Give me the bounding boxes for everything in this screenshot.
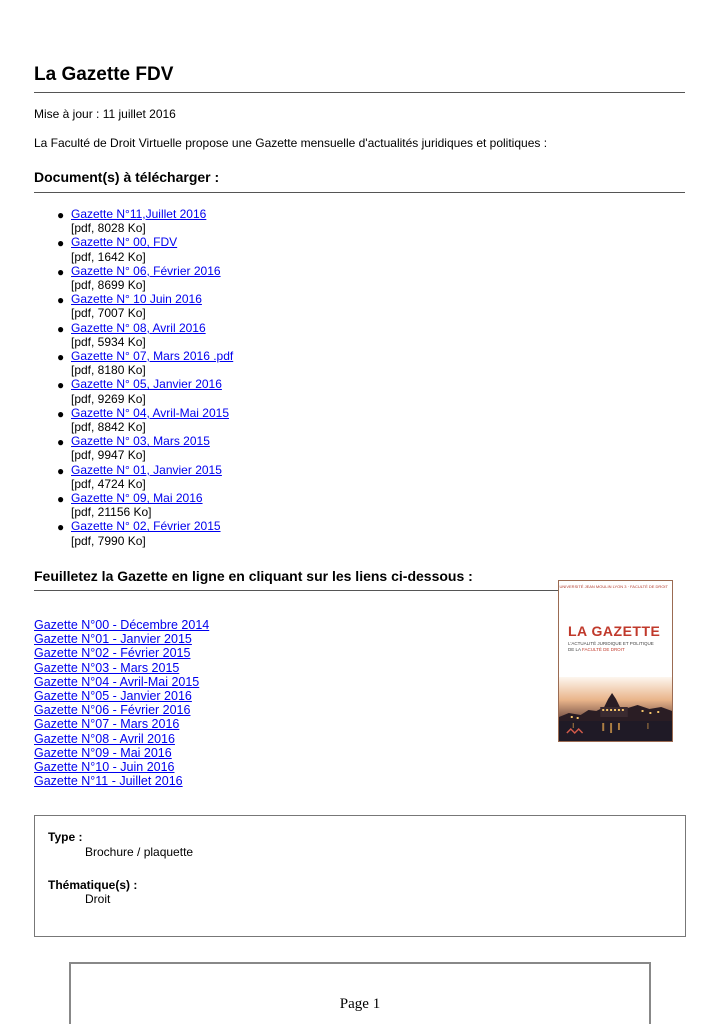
file-info: [pdf, 5934 Ko]: [71, 334, 146, 349]
download-link[interactable]: Gazette N° 04, Avril-Mai 2015: [71, 405, 229, 420]
online-link[interactable]: Gazette N°09 - Mai 2016: [34, 745, 172, 760]
download-link[interactable]: Gazette N° 02, Février 2015: [71, 519, 221, 534]
page-title: La Gazette FDV: [34, 64, 174, 85]
page-number: Page 1: [339, 996, 381, 1012]
cover-subtitle-line1: L'ACTUALITÉ JURIDIQUE ET POLITIQUE: [568, 641, 654, 646]
title-divider: [34, 92, 685, 93]
downloads-divider: [34, 192, 685, 193]
download-link[interactable]: Gazette N° 05, Janvier 2016: [71, 377, 222, 392]
cover-subtitle: [568, 641, 668, 652]
online-link[interactable]: Gazette N°05 - Janvier 2016: [34, 689, 192, 704]
type-label: Type :: [48, 830, 83, 844]
file-info: [pdf, 7990 Ko]: [71, 533, 146, 548]
bullet-icon: ●: [57, 378, 65, 393]
cover-university-logo: UNIVERSITÉ JEAN MOULIN LYON 3 · FACULTÉ DE DROIT: [559, 584, 668, 589]
metadata-box: [34, 815, 686, 937]
download-item: [57, 377, 233, 406]
online-link[interactable]: Gazette N°08 - Avril 2016: [34, 731, 175, 746]
download-item: [57, 320, 233, 349]
bullet-icon: ●: [57, 208, 65, 222]
bullet-icon: ●: [57, 293, 65, 308]
download-link[interactable]: Gazette N°11,Juillet 2016: [71, 207, 207, 221]
bullet-icon: ●: [57, 463, 65, 478]
file-info: [pdf, 9947 Ko]: [71, 448, 146, 463]
cover-subtitle-accent: FACULTÉ DE DROIT: [582, 646, 625, 652]
bullet-icon: ●: [57, 435, 65, 450]
file-info: [pdf, 8699 Ko]: [71, 278, 146, 293]
download-list: [57, 207, 234, 548]
download-item: [57, 263, 233, 293]
file-info: [pdf, 4724 Ko]: [71, 476, 146, 491]
bullet-icon: ●: [57, 321, 65, 336]
online-heading: Feuilletez la Gazette en ligne en cliquant sur les liens ci-dessous :: [34, 568, 473, 584]
downloads-heading: Document(s) à télécharger :: [34, 169, 220, 185]
update-date: Mise à jour : 11 juillet 2016: [34, 107, 176, 121]
online-link[interactable]: Gazette N°10 - Juin 2016: [34, 760, 175, 775]
gazette-cover-image: [558, 580, 673, 742]
footer-frame: [69, 962, 651, 1024]
online-link[interactable]: Gazette N°00 - Décembre 2014: [34, 618, 210, 632]
bullet-icon: ●: [57, 350, 65, 365]
download-item: [57, 235, 233, 264]
download-link[interactable]: Gazette N° 03, Mars 2015: [71, 434, 210, 449]
bullet-icon: ●: [57, 520, 65, 535]
download-link[interactable]: Gazette N° 06, Février 2016: [71, 263, 221, 278]
online-divider: [34, 590, 558, 591]
download-link[interactable]: Gazette N° 00, FDV: [71, 235, 178, 250]
theme-value: Droit: [85, 892, 111, 906]
online-link[interactable]: Gazette N°11 - Juillet 2016: [34, 774, 183, 789]
cover-title: LA GAZETTE: [568, 623, 661, 639]
download-item: [57, 207, 233, 236]
download-item: [57, 405, 233, 435]
cover-night-cityscape: [559, 677, 672, 742]
download-item: [57, 349, 234, 378]
bullet-icon: ●: [57, 492, 65, 507]
cover-subtitle-prefix: DE LA: [568, 646, 583, 652]
file-info: [pdf, 21156 Ko]: [71, 505, 152, 520]
online-link[interactable]: Gazette N°06 - Février 2016: [34, 703, 191, 718]
online-link[interactable]: Gazette N°07 - Mars 2016: [34, 717, 180, 732]
download-link[interactable]: Gazette N° 09, Mai 2016: [71, 491, 203, 506]
online-links: [34, 618, 209, 788]
file-info: [pdf, 8842 Ko]: [71, 420, 146, 435]
download-link[interactable]: Gazette N° 08, Avril 2016: [71, 320, 206, 335]
file-info: [pdf, 9269 Ko]: [71, 391, 146, 406]
file-info: [pdf, 1642 Ko]: [71, 249, 146, 264]
download-item: [57, 519, 233, 548]
file-info: [pdf, 8180 Ko]: [71, 363, 146, 378]
bullet-icon: ●: [57, 236, 65, 251]
download-item: [57, 292, 233, 321]
intro-text: La Faculté de Droit Virtuelle propose une Gazette mensuelle d'actualités juridiques et politiques :: [34, 136, 548, 150]
bullet-icon: ●: [57, 406, 65, 421]
bullet-icon: ●: [57, 264, 65, 279]
download-link[interactable]: Gazette N° 10 Juin 2016: [71, 292, 202, 307]
theme-label: Thématique(s) :: [48, 878, 138, 892]
download-link[interactable]: Gazette N° 01, Janvier 2015: [71, 462, 222, 477]
online-link[interactable]: Gazette N°04 - Avril-Mai 2015: [34, 674, 200, 689]
download-link[interactable]: Gazette N° 07, Mars 2016 .pdf: [71, 349, 234, 364]
download-item: [57, 491, 233, 520]
file-info: [pdf, 7007 Ko]: [71, 306, 146, 321]
online-link[interactable]: Gazette N°03 - Mars 2015: [34, 660, 180, 675]
file-info: [pdf, 8028 Ko]: [71, 221, 146, 236]
download-item: [57, 462, 233, 491]
online-link[interactable]: Gazette N°02 - Février 2015: [34, 646, 191, 661]
type-value: Brochure / plaquette: [85, 845, 194, 859]
online-link[interactable]: Gazette N°01 - Janvier 2015: [34, 632, 192, 647]
download-item: [57, 434, 233, 463]
